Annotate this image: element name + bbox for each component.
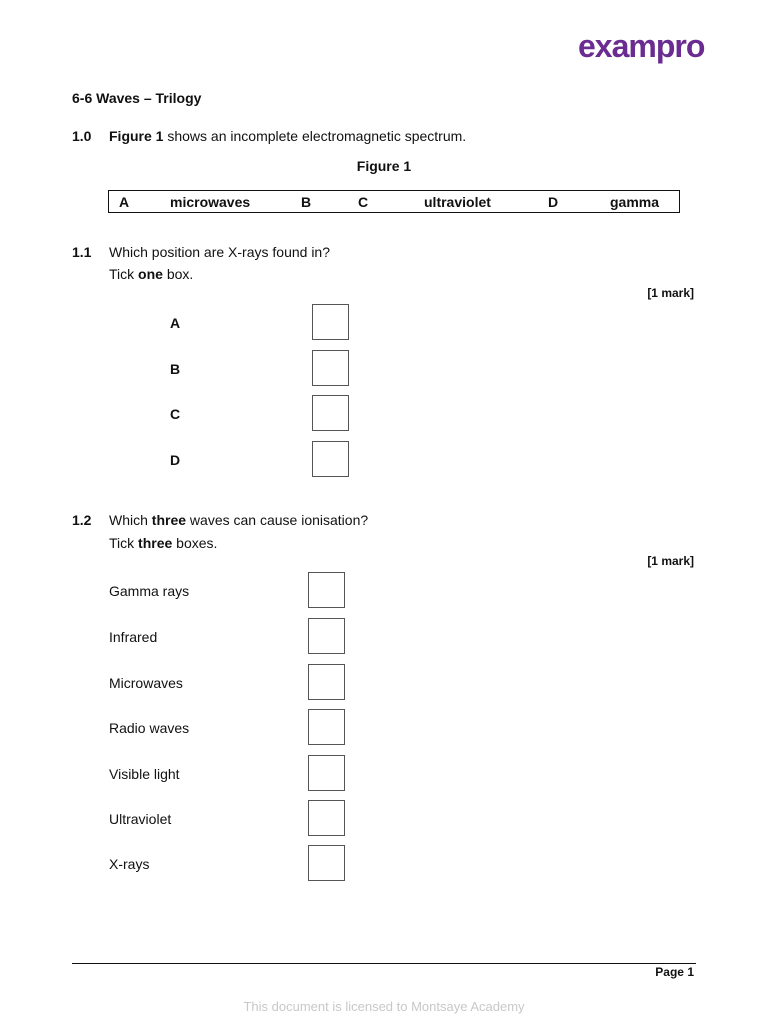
- tick-box[interactable]: [312, 441, 349, 477]
- em-spectrum-table: [108, 190, 680, 213]
- option-label: Radio waves: [109, 720, 190, 736]
- option-label: C: [170, 406, 181, 422]
- option-label: Microwaves: [109, 675, 183, 691]
- question-text: Which: [109, 512, 152, 528]
- question-1-2-instruction: [109, 535, 217, 551]
- question-1-1-text: Which position are X-rays found in?: [109, 244, 330, 260]
- option-label: Gamma rays: [109, 583, 190, 599]
- spectrum-cell: C: [358, 194, 369, 210]
- option-label: Infrared: [109, 629, 158, 645]
- tick-box[interactable]: [308, 800, 345, 836]
- spectrum-cell: gamma: [610, 194, 660, 210]
- figure-title: Figure 1: [356, 158, 412, 174]
- exampro-logo: exampro: [578, 28, 705, 64]
- option-label: X-rays: [109, 856, 150, 872]
- question-1-0-body: shows an incomplete electromagnetic spectrum.: [163, 128, 467, 144]
- instruction-emphasis: one: [138, 266, 163, 282]
- question-number-1-0: 1.0: [72, 128, 92, 144]
- question-number-1-2: 1.2: [72, 512, 92, 528]
- option-label: D: [170, 452, 181, 468]
- page-number: Page 1: [655, 965, 694, 979]
- question-emphasis: three: [151, 512, 187, 528]
- spectrum-cell: microwaves: [170, 194, 251, 210]
- tick-box[interactable]: [312, 395, 349, 431]
- question-1-0-text: [109, 128, 466, 144]
- document-title: 6-6 Waves – Trilogy: [72, 90, 202, 106]
- question-1-1-instruction: [109, 266, 193, 282]
- question-1-2-text: [109, 512, 368, 528]
- tick-box[interactable]: [308, 572, 345, 608]
- option-label: B: [170, 361, 181, 377]
- spectrum-cell: ultraviolet: [424, 194, 491, 210]
- option-label: Visible light: [109, 766, 180, 782]
- tick-box[interactable]: [308, 755, 345, 791]
- instruction-text: Tick: [109, 266, 139, 282]
- option-label: A: [170, 315, 181, 331]
- marks-label: [1 mark]: [647, 286, 694, 300]
- figure-reference: Figure 1: [109, 128, 164, 144]
- marks-label: [1 mark]: [647, 554, 694, 568]
- footer-divider: [72, 963, 696, 964]
- question-number-1-1: 1.1: [72, 244, 92, 260]
- tick-box[interactable]: [308, 618, 345, 654]
- question-text: waves can cause ionisation?: [186, 512, 369, 528]
- spectrum-cell: B: [301, 194, 312, 210]
- spectrum-cell: D: [548, 194, 559, 210]
- option-label: Ultraviolet: [109, 811, 172, 827]
- tick-box[interactable]: [312, 304, 349, 340]
- instruction-text: boxes.: [172, 535, 218, 551]
- instruction-emphasis: three: [138, 535, 173, 551]
- tick-box[interactable]: [308, 709, 345, 745]
- spectrum-cell: A: [119, 194, 130, 210]
- instruction-text: box.: [162, 266, 194, 282]
- license-notice: This document is licensed to Montsaye Academy: [243, 999, 525, 1014]
- instruction-text: Tick: [109, 535, 139, 551]
- tick-box[interactable]: [308, 664, 345, 700]
- tick-box[interactable]: [312, 350, 349, 386]
- tick-box[interactable]: [308, 845, 345, 881]
